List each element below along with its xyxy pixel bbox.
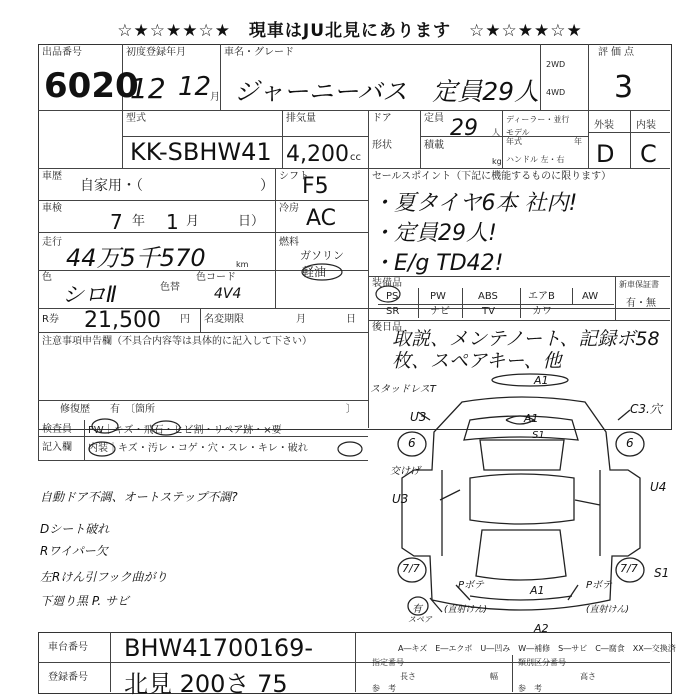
repair-bracket: 〕 [346, 404, 356, 415]
history-close: ） [260, 178, 274, 194]
diag-a1-top: A1 [534, 374, 549, 387]
note-1: 自動ドア不調、オートステップ不調? [40, 490, 238, 504]
diag-u3-left2: U3 [392, 492, 409, 506]
ext-grade-value: D [596, 140, 615, 168]
dealer-label: ディーラー・並行 [506, 115, 570, 124]
displacement-value: 4,200 [286, 142, 349, 167]
model-type-label: 型式 [126, 113, 146, 124]
diag-spare: スペア [408, 615, 432, 624]
model-grade-label: 車名・グレード [224, 47, 294, 58]
capacity-value: 29 [450, 116, 478, 141]
name-change-label: 名変期限 [204, 314, 244, 325]
reg-no-value: 北見 200さ 75 [124, 670, 288, 698]
diag-tire-77-left: 7/7 [402, 562, 420, 575]
car-name-value: ジャーニーバス 定員29人 [234, 77, 540, 106]
entry-label: 記入欄 [42, 442, 72, 453]
diag-studless: スタッドレスT [370, 384, 436, 395]
diag-u4: U4 [650, 480, 667, 494]
diag-s1-right: S1 [654, 566, 670, 580]
equip-ps: PS [386, 291, 399, 302]
diag-yuu: 有 [412, 604, 422, 615]
reg-month-value: 12 [178, 72, 212, 102]
color-code-value: 4V4 [214, 286, 242, 302]
ac-label: 冷房 [279, 203, 299, 214]
name-change-month: 月 [296, 314, 306, 325]
displacement-label: 排気量 [286, 113, 316, 124]
score-value: 3 [614, 70, 634, 105]
lot-no-value: 6020 [44, 66, 139, 106]
cargo-label: 積載 [424, 140, 444, 151]
color-value: シロⅡ [62, 283, 117, 308]
shape-label: 形状 [372, 140, 392, 151]
history-value: 自家用・（ [80, 178, 143, 194]
mileage-value: 44万5千570 [66, 244, 206, 272]
y-label: 年 [574, 137, 582, 146]
chassis-label: 車台番号 [48, 642, 88, 653]
diag-shadow-left: (直射けん) [444, 605, 488, 615]
4wd-label: 4WD [546, 88, 566, 97]
km-label: km [236, 260, 249, 269]
fuel-type-value: 軽油 [302, 265, 327, 279]
equipment-label: 装備品 [372, 278, 402, 289]
note-4: 左Rけん引フック曲がり [40, 570, 168, 584]
rear-items-value: 取説、メンテノート、記録ボ58枚、スペアキー、他 [392, 328, 660, 372]
color-code-label: 色コード [196, 272, 236, 283]
equip-tv: TV [482, 306, 495, 317]
selling-point-1: ・夏タイヤ6本 社内! [372, 191, 578, 216]
diag-a1-bot: A1 [530, 584, 545, 597]
damage-legend: A―キズ E―エクボ U―凹み W―補修 S―サビ C―腐食 XX―交換済 [398, 644, 676, 653]
insp-day: 日） [238, 214, 265, 229]
note-2: Dシート破れ [40, 522, 110, 536]
ac-value: AC [306, 206, 337, 231]
diag-cracked: 交けげ [390, 466, 420, 477]
equip-navi: ナビ [430, 306, 450, 317]
reference-label-2: 参 考 [518, 684, 542, 693]
diag-shadow-right: (直射けん) [586, 605, 630, 615]
model-type-value: KK-SBHW41 [130, 138, 272, 166]
capacity-label: 定員 [424, 113, 444, 124]
recycle-label: R券 [42, 314, 59, 325]
insp-year-value: 7 [110, 210, 123, 234]
mileage-label: 走行 [42, 237, 62, 248]
fuel-label: 燃料 [279, 237, 299, 248]
cc-label: cc [350, 152, 361, 163]
reference-label-1: 参 考 [372, 684, 396, 693]
note-5: 下廻り黒 P. サビ [40, 594, 130, 608]
banner: ☆★☆★★☆★ 現車はJU北見にあります ☆★☆★★☆★ [117, 21, 583, 41]
interior-label: 内装 [636, 120, 656, 131]
color-change-label: 色替 [160, 282, 180, 293]
score-label: 評価点 [598, 47, 637, 58]
equip-abs: ABS [478, 291, 498, 302]
insp-month-unit: 月 [186, 214, 200, 229]
model-year-label: モデル年式 [506, 128, 530, 146]
yen-label: 円 [180, 314, 190, 325]
2wd-label: 2WD [546, 60, 566, 69]
lot-no-label: 出品番号 [42, 47, 82, 58]
history-label: 車歴 [42, 171, 62, 182]
diag-tire-77-right: 7/7 [620, 562, 638, 575]
insp-year-unit: 年 [132, 214, 146, 229]
kg-label: kg [492, 157, 502, 166]
selling-point-2: ・定員29人! [372, 221, 497, 246]
diag-c3: C3.穴 [630, 402, 662, 416]
warranty-options: 有・無 [626, 298, 656, 309]
door-label: ドア [372, 113, 392, 124]
color-label: 色 [42, 272, 52, 283]
first-reg-label: 初度登録年月 [126, 47, 186, 58]
int-grade-value: C [640, 140, 657, 168]
equip-leather: カワ [532, 306, 552, 317]
equip-aw: AW [582, 291, 599, 302]
reg-year-value: 12 [130, 72, 166, 105]
name-change-day: 日 [346, 314, 356, 325]
diag-a1-mid: A1 [524, 412, 539, 425]
equip-pw: PW [430, 291, 446, 302]
reg-no-label: 登録番号 [48, 672, 88, 683]
diag-u3-left: U3 [410, 410, 427, 424]
rear-seat-label: 後日品 [372, 322, 402, 333]
shift-label: シフト [279, 171, 309, 182]
fw-row: FW｜キズ・飛石・ヒビ割・リペア跡・×要 [88, 425, 282, 436]
width-label: 幅 [490, 672, 498, 681]
fuel-value: ガソリン [300, 249, 344, 262]
repair-label: 修復歴 有 〔箇所 [60, 404, 155, 415]
steering-label: ハンドル 左・右 [506, 155, 565, 164]
diag-a2: A2 [534, 622, 549, 635]
persons-label: 人 [492, 128, 500, 137]
note-3: Rワイパー欠 [40, 544, 108, 558]
equip-sr: SR [386, 306, 400, 317]
inspection-label: 車検 [42, 203, 62, 214]
shift-value: F5 [302, 174, 329, 199]
diag-p-left: Pボテ [458, 580, 485, 591]
diag-tire-6: 6 [408, 436, 416, 450]
new-warranty-label: 新車保証書 [619, 280, 659, 289]
length-label: 長さ [400, 672, 416, 681]
month-label: 月 [210, 92, 220, 103]
caution-label: 注意事項申告欄（不具合内容等は具体的に記入して下さい） [42, 336, 312, 347]
inspector-label: 検査員 [42, 424, 72, 435]
selling-points-label: セールスポイント（下記に機能するものに限ります） [372, 171, 612, 182]
recycle-value: 21,500 [84, 308, 161, 333]
diag-tire-6b: 6 [626, 436, 634, 450]
insp-month-value: 1 [166, 210, 179, 234]
sign-code-label: 指定番号 [372, 658, 404, 667]
diag-p-right: Pボテ [586, 580, 613, 591]
selling-point-3: ・E/g TD42! [372, 251, 504, 276]
equip-airbag: エアB [528, 291, 555, 302]
height-label: 高さ [580, 672, 596, 681]
exterior-label: 外装 [594, 120, 614, 131]
int-row: 内装｜キズ・汚レ・コゲ・穴・スレ・キレ・破れ [88, 443, 308, 454]
diag-s1-mid: S1 [532, 430, 545, 441]
chassis-value: BHW41700169- [124, 634, 314, 662]
ref-dims-label: 類別区分番号 [518, 658, 566, 667]
